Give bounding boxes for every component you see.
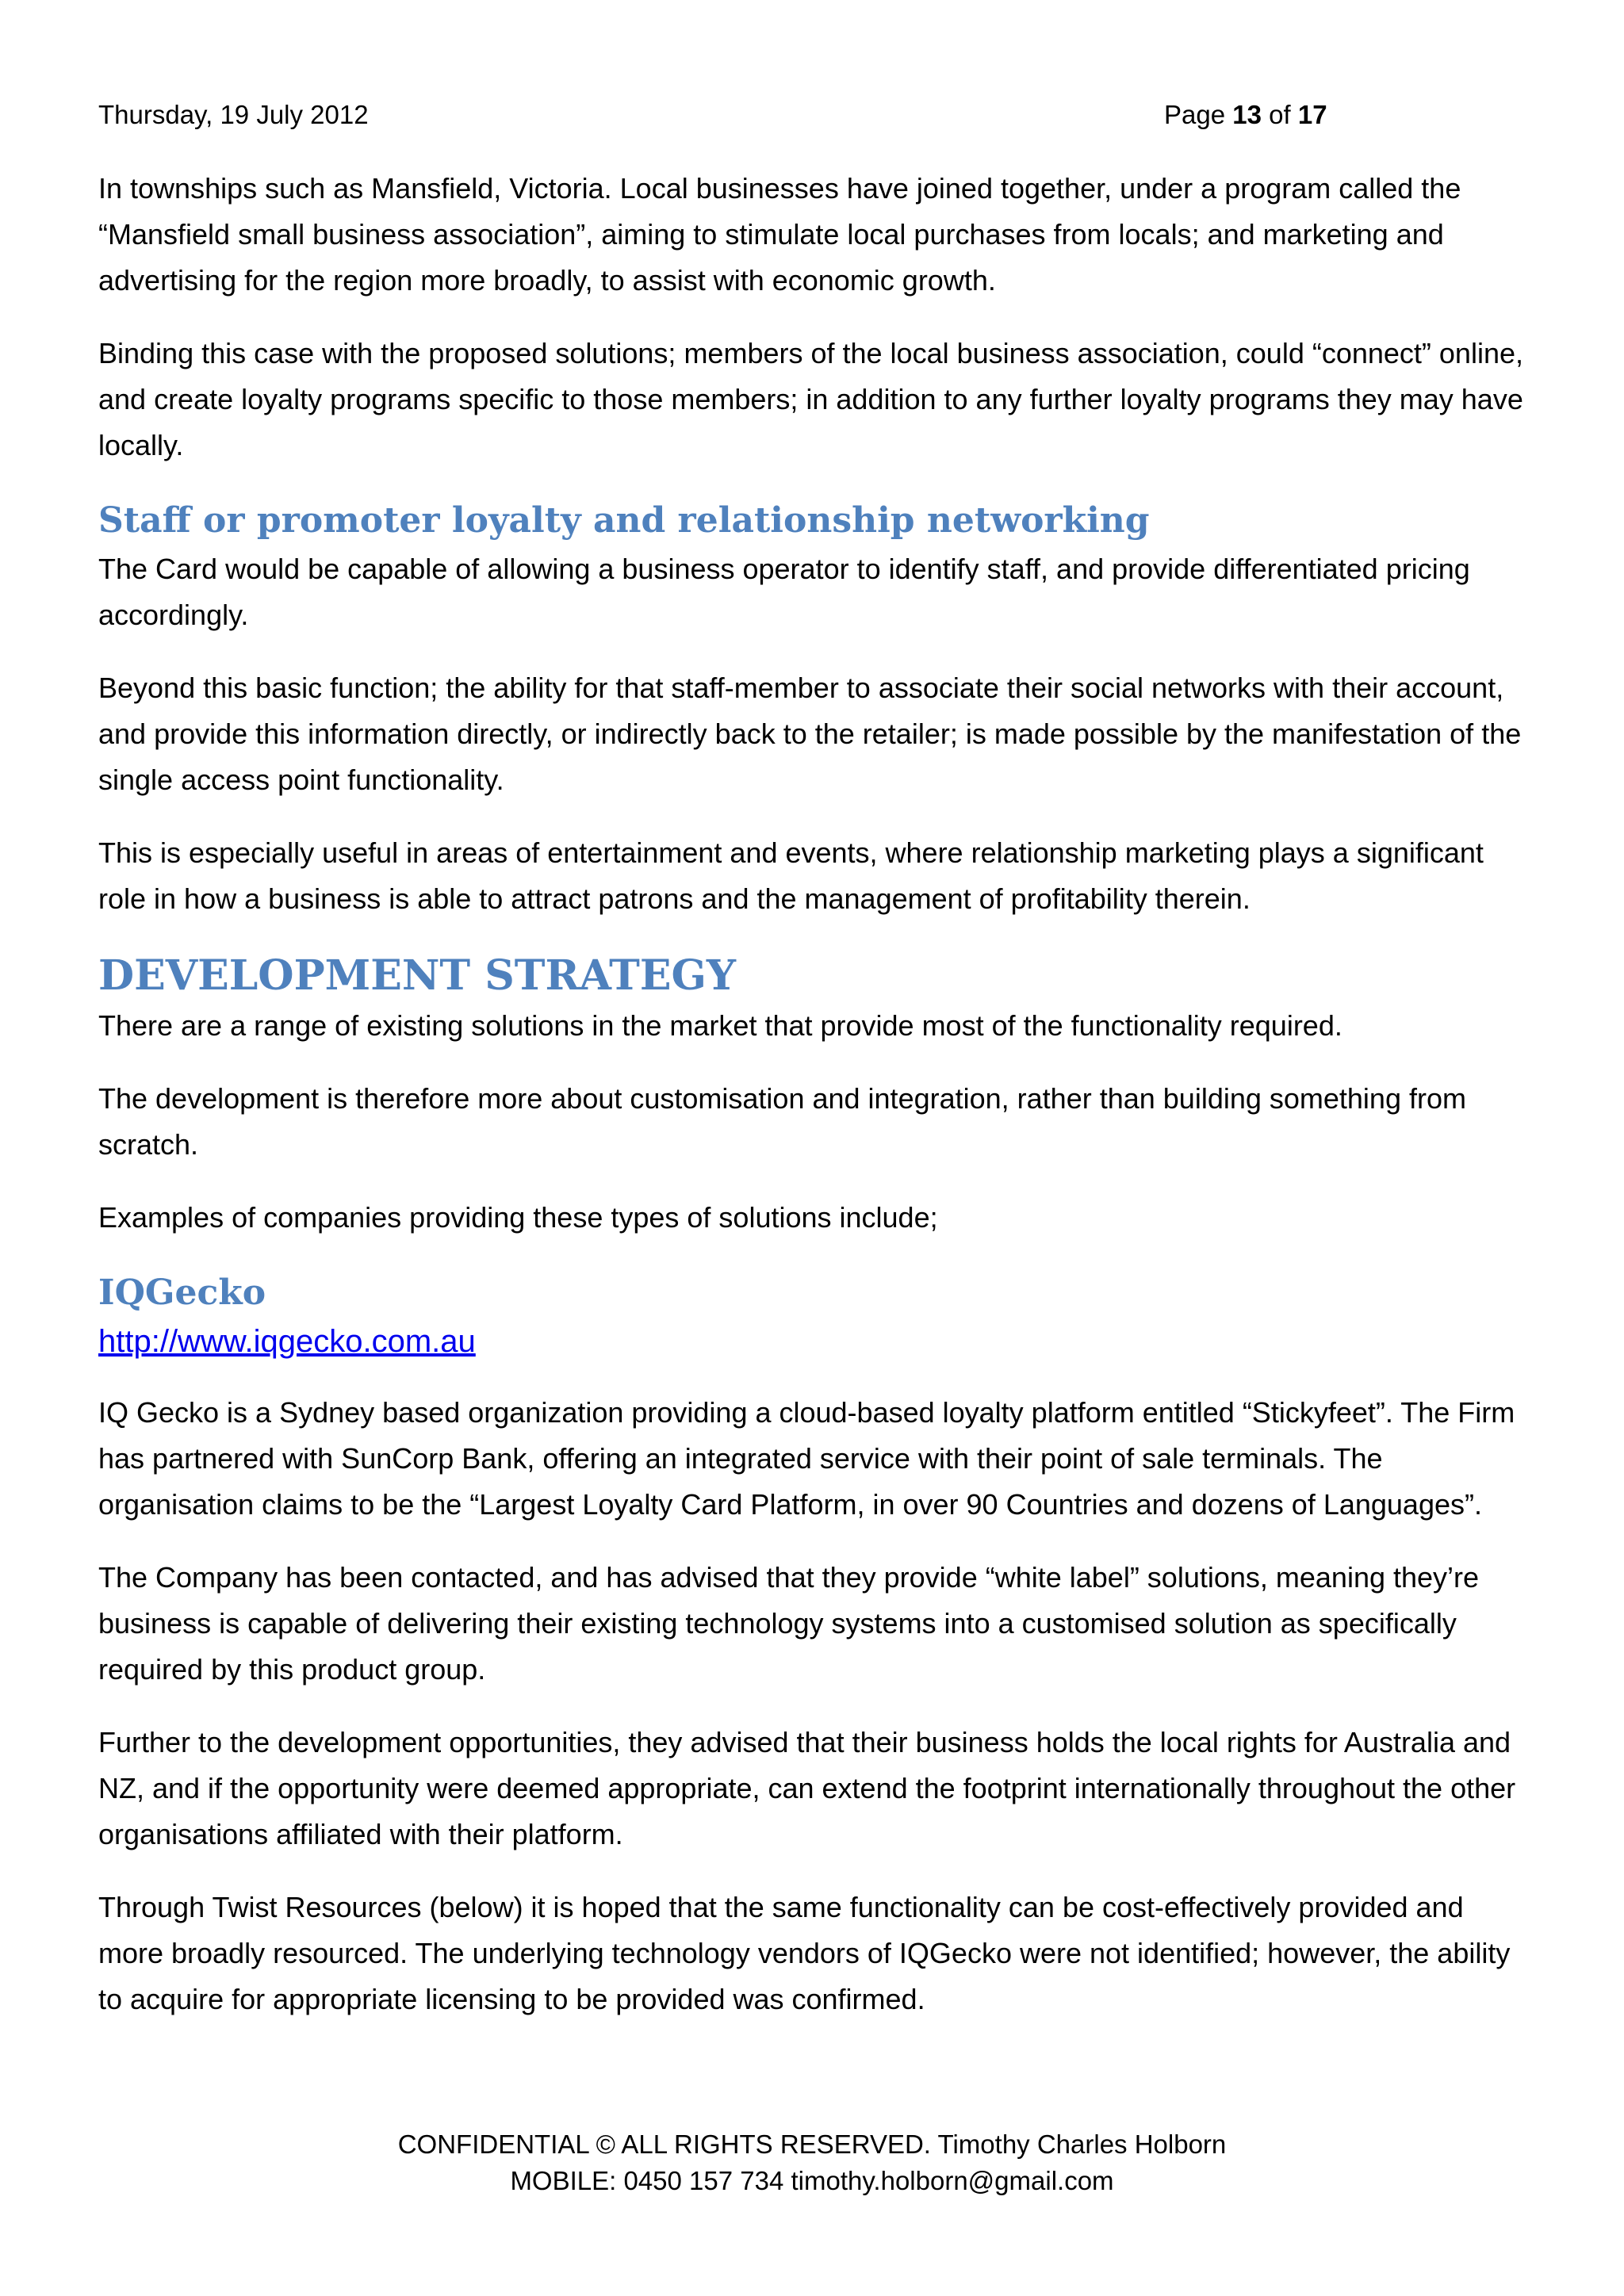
paragraph-entertainment: This is especially useful in areas of entertainment and events, where relationship marketing plays a significant role in how a business is able to attract patrons and the management of profitability therein. [98,836,1484,915]
paragraph-social-networks: Beyond this basic function; the ability for that staff-member to associate their social networks with their account, and provide this information directly, or indirectly back to the retailer; is made possible by the manifestation of the single access point functionality. [98,672,1522,796]
paragraph-binding-case: Binding this case with the proposed solutions; members of the local business association, could “connect” online, and create loyalty programs specific to those members; in addition to any further loyalty programs they may have locally. [98,337,1523,461]
footer-confidential: CONFIDENTIAL © ALL RIGHTS RESERVED. Timothy Charles Holborn [397,2130,1227,2159]
paragraph-existing-solutions: There are a range of existing solutions in the market that provide most of the functionality required. [98,1009,1342,1042]
header-date: Thursday, 19 July 2012 [98,100,369,129]
paragraph-local-rights: Further to the development opportunities, they advised that their business holds the local rights for Australia and NZ, and if the opportunity were deemed appropriate, can extend the footprint internationally throughout the other organisations affiliated with their platform. [98,1726,1516,1850]
heading-iqgecko: IQGecko [98,1272,266,1313]
document-body [98,166,1526,2049]
paragraph-customisation: The development is therefore more about customisation and integration, rather than building something from scratch. [98,1082,1466,1161]
paragraph-examples: Examples of companies providing these types of solutions include; [98,1201,938,1234]
paragraph-card-staff: The Card would be capable of allowing a business operator to identify staff, and provide differentiated pricing accordingly. [98,553,1470,631]
paragraph-mansfield: In townships such as Mansfield, Victoria. Local businesses have joined together, under a program called the “Mansfield small business association”, aiming to stimulate local purchases from locals; and marketing and advertising for the region more broadly, to assist with economic growth. [98,172,1461,297]
paragraph-white-label: The Company has been contacted, and has advised that they provide “white label” solutions, meaning they’re business is capable of delivering their existing technology systems into a customised solution as specifically required by this product group. [98,1561,1480,1686]
page-footer [0,2126,1624,2199]
heading-staff-loyalty: Staff or promoter loyalty and relationship networking [98,500,1150,541]
iqgecko-link[interactable]: http://www.iqgecko.com.au [98,1324,476,1359]
paragraph-twist-resources: Through Twist Resources (below) it is hoped that the same functionality can be cost-effectively provided and more broadly resourced. The underlying technology vendors of IQGecko were not identified; however, the ability to acquire for appropriate licensing to be provided was confirmed. [98,1891,1511,2015]
footer-contact: MOBILE: 0450 157 734 timothy.holborn@gmail.com [510,2166,1114,2195]
header-page-number: Page 13 of 17 [1164,100,1327,129]
heading-development-strategy: DEVELOPMENT STRATEGY [98,951,737,1000]
paragraph-iqgecko-intro: IQ Gecko is a Sydney based organization providing a cloud-based loyalty platform entitled “Stickyfeet”. The Firm has partnered with SunCorp Bank, offering an integrated service with their point of sale terminals. The organisation claims to be the “Largest Loyalty Card Platform, in over 90 Countries and dozens of Languages”. [98,1396,1515,1521]
